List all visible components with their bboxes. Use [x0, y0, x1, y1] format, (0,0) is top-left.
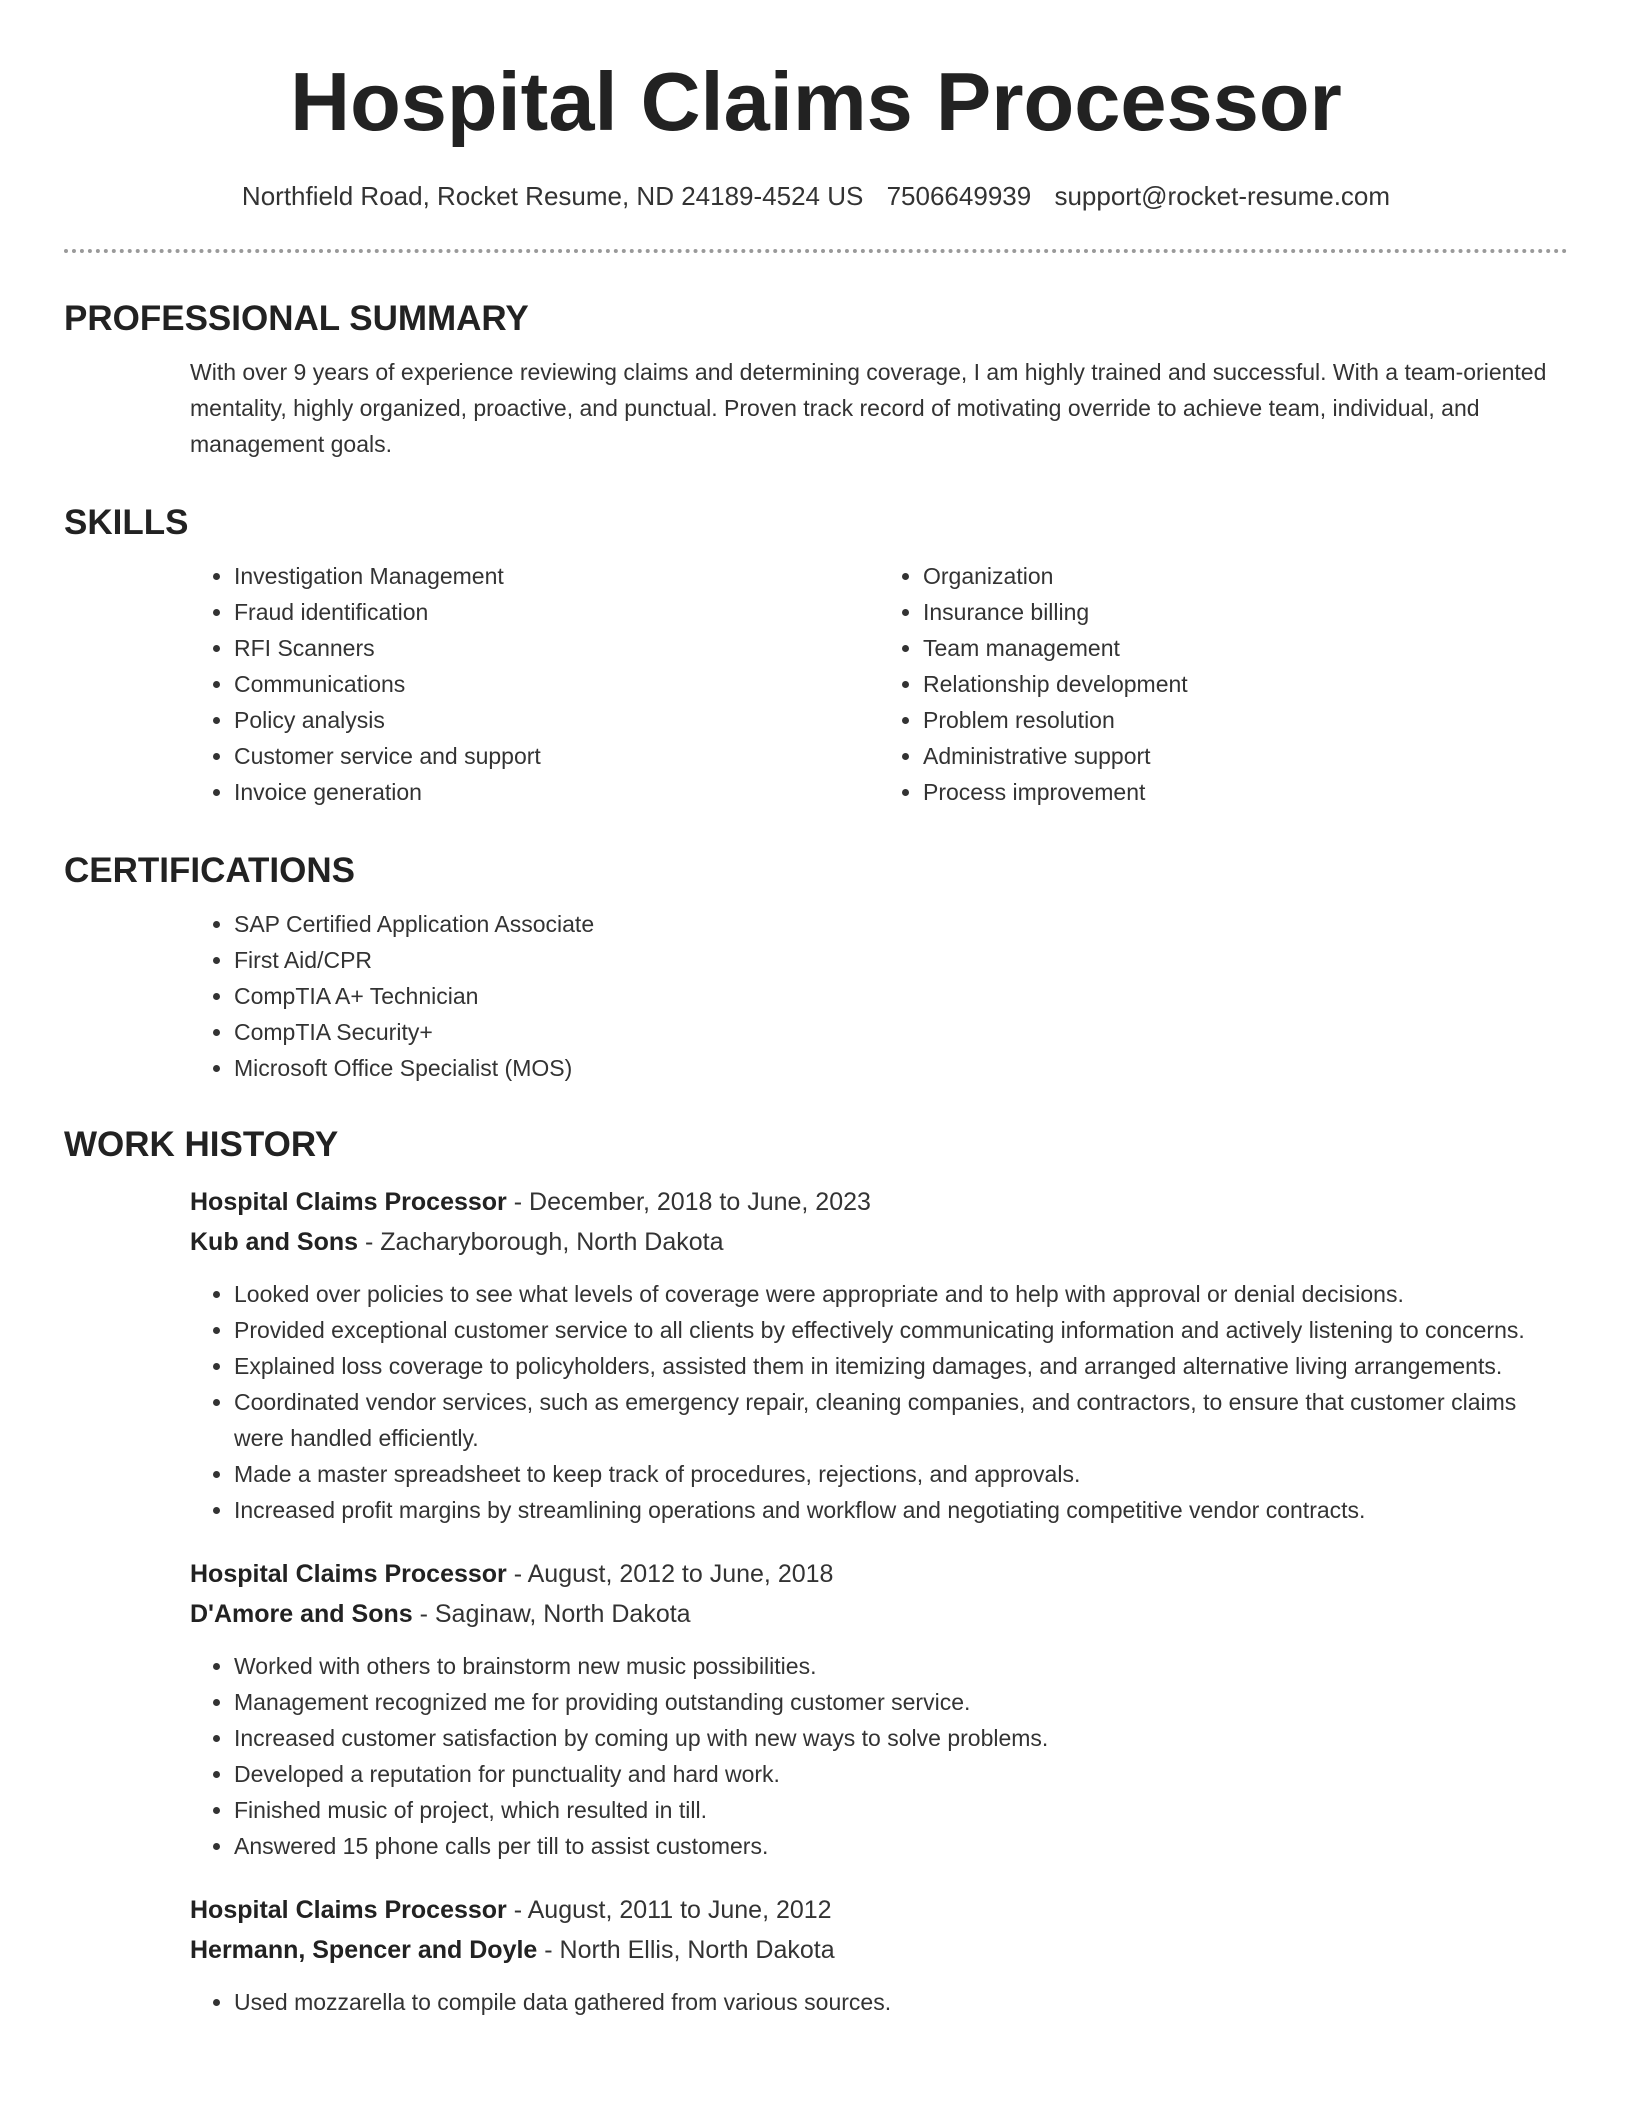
- job-title-line: [190, 1554, 1568, 1594]
- header-divider: [64, 249, 1568, 253]
- skill-item: • Invoice generation: [234, 774, 879, 810]
- certification-item: • First Aid/CPR: [234, 942, 1568, 978]
- skill-item: • Investigation Management: [234, 558, 879, 594]
- skills-list-left: [190, 558, 879, 810]
- job-dates: - December, 2018 to June, 2023: [506, 1188, 871, 1216]
- summary-heading: PROFESSIONAL SUMMARY: [64, 299, 529, 338]
- job-title: Hospital Claims Processor: [190, 1188, 507, 1216]
- job-company: Hermann, Spencer and Doyle: [190, 1936, 538, 1964]
- job-title-line: [190, 1182, 1568, 1222]
- skill-item: • Policy analysis: [234, 702, 879, 738]
- certifications-list: [190, 906, 1568, 1086]
- job-bullet: • Provided exceptional customer service to all clients by effectively communicating information and actively listening to concerns.: [234, 1312, 1568, 1348]
- job-bullet: • Looked over policies to see what levels of coverage were appropriate and to help with approval or denial decisions.: [234, 1276, 1568, 1312]
- job-location: - North Ellis, North Dakota: [537, 1936, 835, 1964]
- resume-name: Hospital Claims Processor: [290, 55, 1342, 148]
- skill-item: • Communications: [234, 666, 879, 702]
- job-bullet: • Management recognized me for providing outstanding customer service.: [234, 1684, 1568, 1720]
- summary-section: [64, 296, 1568, 462]
- job-company: Kub and Sons: [190, 1228, 359, 1256]
- job-company-line: [190, 1222, 1568, 1262]
- work-history-heading: WORK HISTORY: [64, 1125, 339, 1164]
- job-entry: [190, 1890, 1568, 2020]
- job-bullet: • Made a master spreadsheet to keep track of procedures, rejections, and approvals.: [234, 1456, 1568, 1492]
- job-dates: - August, 2011 to June, 2012: [506, 1896, 832, 1924]
- skills-heading: SKILLS: [64, 503, 189, 542]
- job-title-line: [190, 1890, 1568, 1930]
- contact-line: [0, 180, 1632, 214]
- job-entry: [190, 1182, 1568, 1528]
- job-bullet: • Increased customer satisfaction by coming up with new ways to solve problems.: [234, 1720, 1568, 1756]
- job-bullet: • Developed a reputation for punctuality and hard work.: [234, 1756, 1568, 1792]
- certifications-section: [64, 848, 1568, 1086]
- contact-phone: 7506649939: [886, 181, 1032, 211]
- job-bullet: • Used mozzarella to compile data gathered from various sources.: [234, 1984, 1568, 2020]
- certifications-heading: CERTIFICATIONS: [64, 851, 356, 890]
- skill-item: • Problem resolution: [923, 702, 1568, 738]
- job-bullets: [190, 1648, 1568, 1864]
- job-company-line: [190, 1930, 1568, 1970]
- skill-item: • Insurance billing: [923, 594, 1568, 630]
- job-title: Hospital Claims Processor: [190, 1896, 507, 1924]
- job-company: D'Amore and Sons: [190, 1600, 413, 1628]
- job-bullet: • Explained loss coverage to policyholders, assisted them in itemizing damages, and arranged alternative living arrangements.: [234, 1348, 1568, 1384]
- skill-item: • Team management: [923, 630, 1568, 666]
- skill-item: • Organization: [923, 558, 1568, 594]
- job-title: Hospital Claims Processor: [190, 1560, 507, 1588]
- certification-item: • Microsoft Office Specialist (MOS): [234, 1050, 1568, 1086]
- contact-address: Northfield Road, Rocket Resume, ND 24189-4524 US: [241, 181, 864, 211]
- job-bullet: • Answered 15 phone calls per till to assist customers.: [234, 1828, 1568, 1864]
- certification-item: • CompTIA A+ Technician: [234, 978, 1568, 1014]
- job-bullet: • Increased profit margins by streamlining operations and workflow and negotiating competitive vendor contracts.: [234, 1492, 1568, 1528]
- summary-text: With over 9 years of experience reviewing claims and determining coverage, I am highly trained and successful. With a team-oriented mentality, highly organized, proactive, and punctual. Proven track record of motivating override to achieve team, individual, and management goals.: [190, 359, 1547, 457]
- certification-item: • CompTIA Security+: [234, 1014, 1568, 1050]
- job-dates: - August, 2012 to June, 2018: [506, 1560, 834, 1588]
- skill-item: • Process improvement: [923, 774, 1568, 810]
- skills-list-right: [879, 558, 1568, 810]
- work-history-section: [64, 1122, 1568, 2020]
- skill-item: • RFI Scanners: [234, 630, 879, 666]
- skill-item: • Relationship development: [923, 666, 1568, 702]
- job-company-line: [190, 1594, 1568, 1634]
- skill-item: • Fraud identification: [234, 594, 879, 630]
- job-location: - Zacharyborough, North Dakota: [358, 1228, 724, 1256]
- job-bullet: • Finished music of project, which resulted in till.: [234, 1792, 1568, 1828]
- skill-item: • Administrative support: [923, 738, 1568, 774]
- job-entry: [190, 1554, 1568, 1864]
- job-bullets: [190, 1276, 1568, 1528]
- skill-item: • Customer service and support: [234, 738, 879, 774]
- job-bullets: [190, 1984, 1568, 2020]
- job-bullet: • Worked with others to brainstorm new music possibilities.: [234, 1648, 1568, 1684]
- job-bullet: • Coordinated vendor services, such as emergency repair, cleaning companies, and contractors, to ensure that customer claims were handled efficiently.: [234, 1384, 1568, 1456]
- skills-grid: [190, 558, 1568, 810]
- skills-section: [64, 500, 1568, 810]
- job-location: - Saginaw, North Dakota: [412, 1600, 691, 1628]
- contact-email: support@rocket-resume.com: [1054, 181, 1391, 211]
- certification-item: • SAP Certified Application Associate: [234, 906, 1568, 942]
